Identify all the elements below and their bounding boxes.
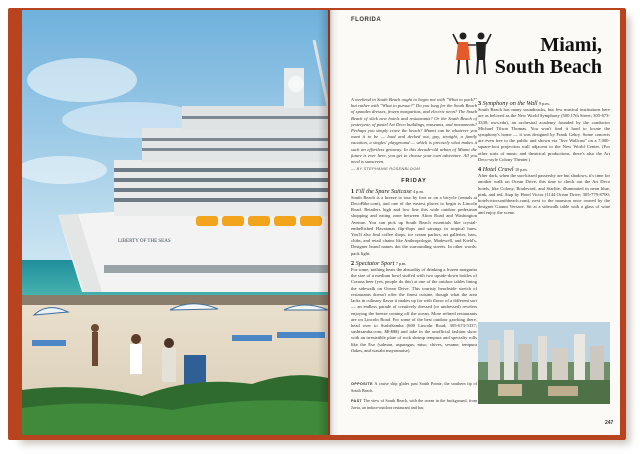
- captions: [351, 376, 477, 410]
- title-line-1: Miami,: [540, 34, 602, 56]
- entry-time: 7 p.m.: [395, 260, 407, 266]
- entry-time: 10 p.m.: [514, 167, 528, 173]
- entry-time: 9 p.m.: [539, 101, 550, 106]
- cruise-ship-photo: [22, 10, 328, 435]
- entry-title: Fill the Spare Suitcase: [355, 187, 412, 195]
- article-title: [495, 34, 602, 78]
- text-column-left: [351, 97, 477, 357]
- entry-number: 3: [478, 100, 482, 107]
- caption-label: PAST: [351, 399, 363, 404]
- entry-number: 2: [351, 259, 355, 267]
- city-skyline-photo: [478, 322, 610, 404]
- byline: — BY STEPHANIE ROSENBLOOM: [351, 166, 420, 172]
- caption-label: OPPOSITE: [351, 382, 373, 386]
- entry-title: Symphony on the Wall: [482, 100, 538, 107]
- entry-title: Spectator Sport: [355, 259, 395, 267]
- page-number: 247: [605, 420, 614, 426]
- title-line-2: South Beach: [494, 56, 602, 78]
- region-header: FLORIDA: [351, 17, 382, 23]
- ship-name: LIBERTY OF THE SEAS: [118, 239, 171, 244]
- intro-text: A weekend in South Beach ought to begin not with "What to pack?" but rather with "What to pursue?" Do you long for the South Beach of spandex dresses, frozen margaritas, and electric neon? The South Beach of slick new hotels and restaurants? Or the South Beach of yesteryear, of pastel Art Deco buildings, museums, and monuments? Perhaps you simply crave the beach? Miami can be whatever you want it to be — loud and decked out, gay, straight, a family vacation, a singles' playground — which is precisely what makes it such an effortless getaway. In this decade-old urban of Miami the future is ever here, you get to choose your own adventure. All you need is sunscreen.: [351, 97, 477, 165]
- intro-paragraph: [351, 97, 477, 172]
- caption-text: A cruise ship glides past South Pointe, the southern tip of South Beach.: [351, 381, 477, 393]
- entry-number: 1: [351, 187, 355, 195]
- entry-body-3: South Beach has many soundtracks, but few musical institutions here are as beloved as the New World Symphony (500 17th Street; 305-673-3330; nws.edu), an orchestral academy founded by the conductor Michael Tilson Thomas. You won't find it hard to locate the symphony's home — it was designed by Frank Gehry. Some concerts are even free to the public and shown via "live Wallcast" on a 7,000-square-foot projection wall adjacent to the New World Center. (For other sorts of music and theatrical productions, there's also the Art Deco-style Colony Theater.): [478, 107, 610, 162]
- entry-body-4: After dark, when the sun-kissed passersby are but shadows, it's time for another walk on Ocean Drive, this time to check out the Art Deco hotels, like Colony, Boulevard, and Starlite, illuminated in neon blue, pink, and red. Stop by Hotel Victor (1144 Ocean Drive; 305-779-8700; hotelvictorsouthbeach.com), next to the mansion once owned by the designer Gianni Versace. Sit at a sidewalk table with a glass of wine and enjoy the scene.: [478, 173, 610, 216]
- text-column-right: [478, 97, 610, 220]
- beach-scene-illustration: [22, 10, 328, 435]
- entry-body-2: For some, nothing beats the absurdity of drinking a frozen margarita the size of a medium bowl stuffed with two upside-down bottles of Corona beer (yes, people do this) at one of the outdoor tables lining the sidewalk on Ocean Drive. This touristy beachside stretch of restaurants doesn't offer the finest cuisine, though what the area lacks in culinary flavor it makes up for with flavor of a different sort — an endless parade of creatively dressed (or undressed) revelers enjoying the breeze coming off the ocean. More refined restaurants are on Lincoln Road. For some of the best outdoor gawking there, head over to SushiSamba (600 Lincoln Road; 305-673-5337; sushisamba.com; $$-$$$) and take in the unofficial fashion show with an irresistible plate of rock shrimp tempura and specialty rolls like the Eso (salmon, asparagus, miso, chives, sesame, tempura flakes, and wasabi mayonnaise).: [351, 267, 477, 353]
- caption-opposite: [351, 381, 477, 393]
- entry-body-1: South Beach is a breeze to tour by foot or on a bicycle (rentals at DecoBike.com), and one of the easiest places to begin is Lincoln Road. Retailers high and low line this wide outdoor pedestrian shopping and eating zone between Alton Road and Washington Avenue. You can pick up South Beach essentials like crystal-embellished Havaianas flip-flops and sarongs in tropical hues. You'll also find coffee shops, ice cream parlors, art galleries, bars, clubs, and retail chains like Anthropologie, Madewell, and Kiehl's. Designer brand names dot the surrounding streets. In other words: pack light.: [351, 194, 477, 256]
- book-gutter: [318, 10, 340, 435]
- entry-number: 4: [478, 166, 482, 174]
- caption-past: [351, 398, 477, 410]
- couple-illustration-icon: [451, 30, 493, 76]
- entry-time: 4 p.m.: [413, 188, 424, 194]
- day-label: FRIDAY: [401, 178, 427, 185]
- entry-title: Hotel Crawl: [482, 166, 514, 174]
- caption-text: The view of South Beach, with the ocean in the background, from Juvia, an indoor-outdoor restaurant and bar.: [351, 398, 477, 410]
